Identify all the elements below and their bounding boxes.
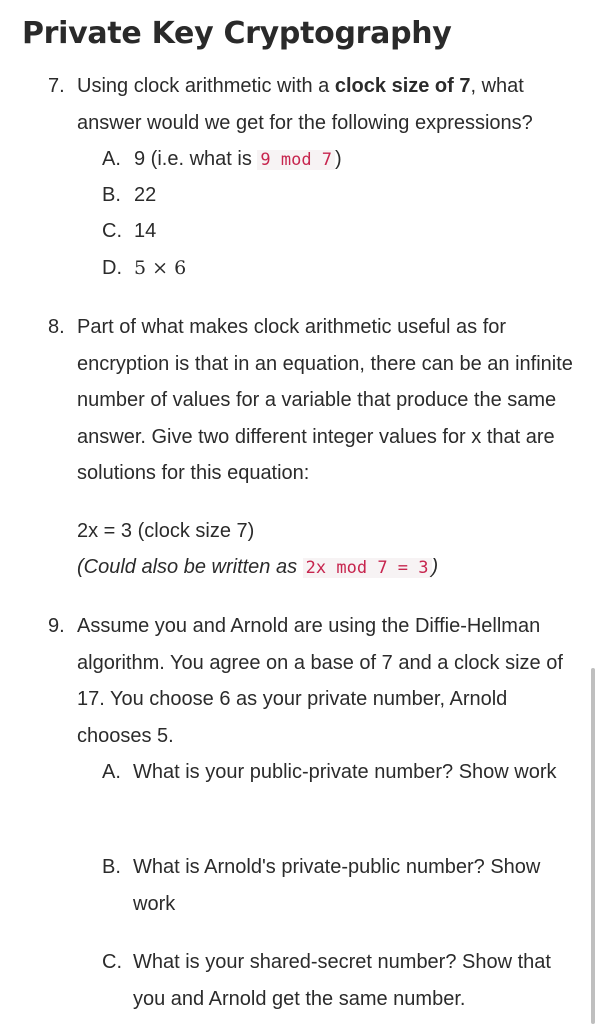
sub-question-a: What is your public-private number? Show work: [133, 761, 557, 783]
inline-code: 9 mod 7: [257, 150, 335, 170]
sub-question-c: What is your shared-secret number? Show that you and Arnold get the same number.: [133, 951, 551, 1010]
question-text: Assume you and Arnold are using the Diffie-Hellman algorithm. You agree on a base of 7 and a clock size of 17. You choose 6 as your private number, Arnold chooses 5.: [77, 615, 563, 747]
page-title: Private Key Cryptography: [22, 16, 452, 51]
sub-question-c-letter: C.: [102, 951, 122, 973]
math-expression: 5 × 6: [134, 257, 187, 279]
question-number: 7.: [48, 75, 65, 97]
question-number: 9.: [48, 615, 65, 637]
equation-alt: (Could also be written as 2x mod 7 = 3 ): [77, 556, 439, 578]
sub-question-a-letter: A.: [102, 761, 121, 783]
option-d: D. 5 × 6: [102, 257, 187, 279]
option-c: C. 14: [102, 220, 157, 242]
scrollbar[interactable]: [591, 668, 595, 1024]
question-number: 8.: [48, 316, 65, 338]
sub-question-b-letter: B.: [102, 856, 121, 878]
question-text: Using clock arithmetic with a clock size of 7, what answer would we get for the following expressions?: [77, 75, 533, 134]
inline-code: 2x mod 7 = 3: [303, 558, 432, 578]
equation: 2x = 3 (clock size 7): [77, 520, 255, 542]
sub-question-b: What is Arnold's private-public number? Show work: [133, 856, 541, 915]
question-text: Part of what makes clock arithmetic useful as for encryption is that in an equation, there can be an infinite number of values for a variable that produce the same answer. Give two different integer values for x that are solutions for this equation:: [77, 316, 573, 484]
bold-text: clock size of 7: [334, 75, 471, 97]
option-b: B. 22: [102, 184, 157, 206]
option-a: A. 9 (i.e. what is 9 mod 7 ): [102, 148, 342, 170]
